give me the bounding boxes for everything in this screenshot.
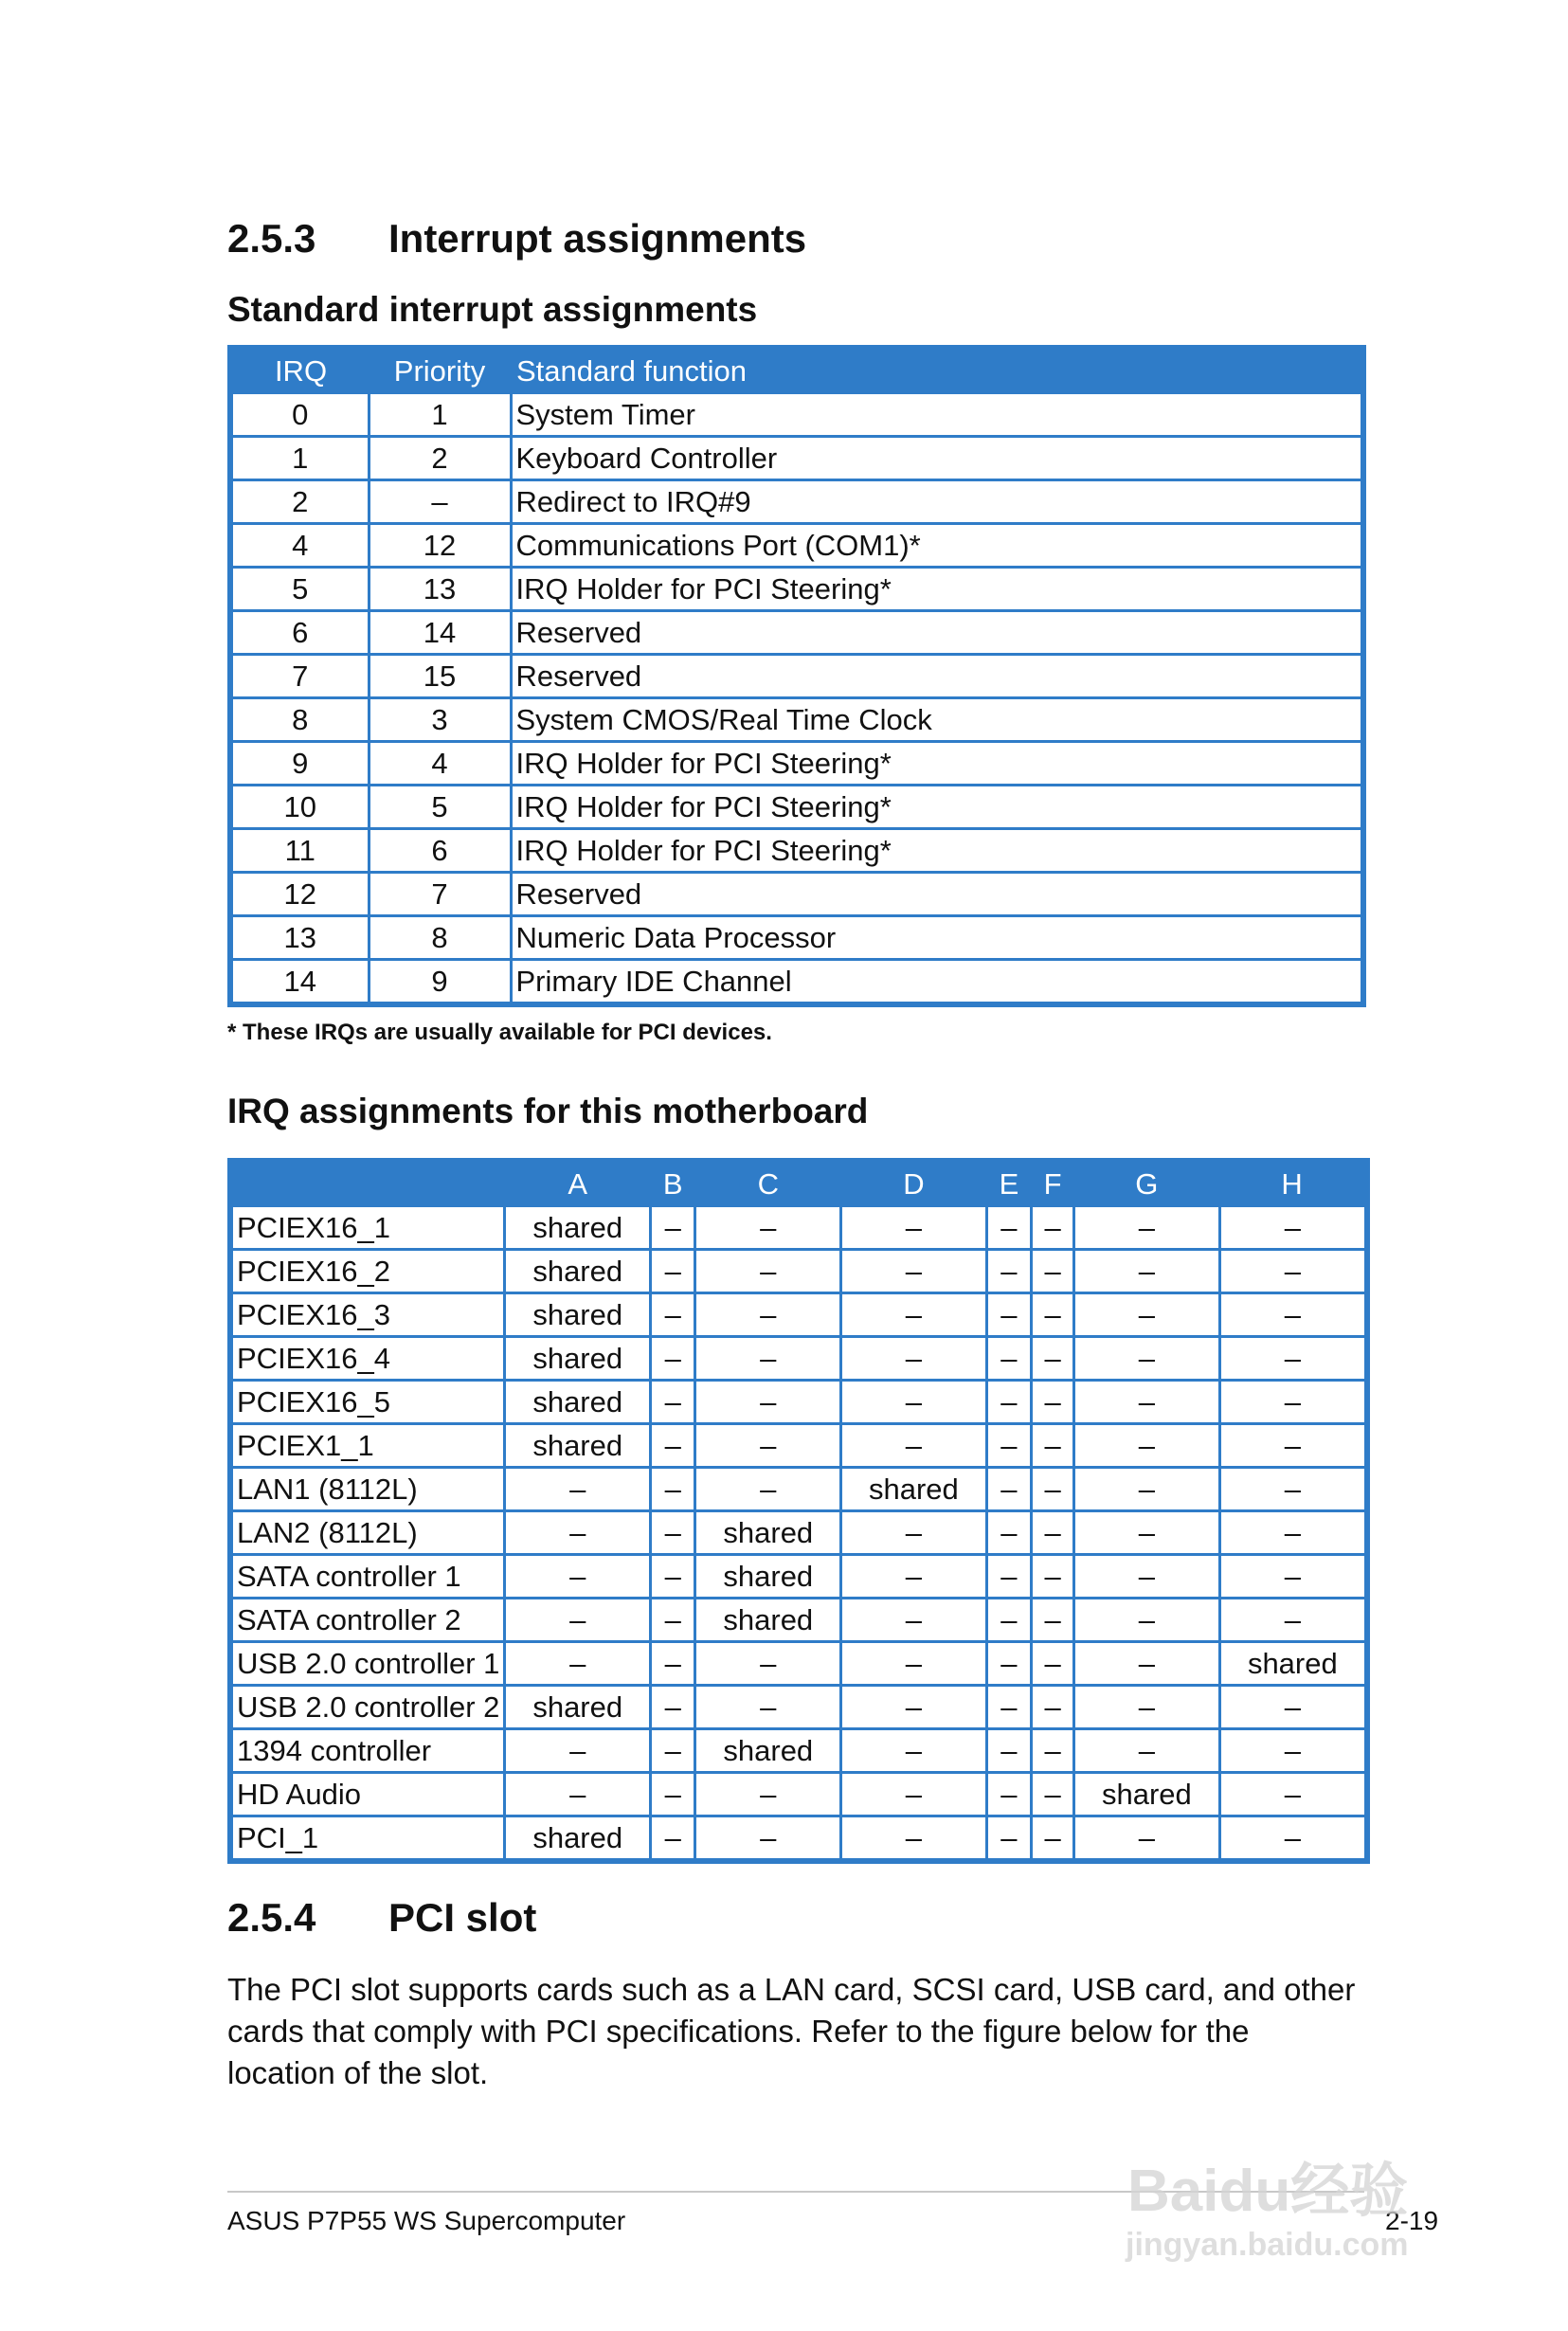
table-row	[230, 873, 1363, 916]
table-cell: shared	[695, 1511, 841, 1555]
table-cell: –	[841, 1642, 987, 1686]
table-cell: shared	[505, 1250, 651, 1293]
column-header: E	[986, 1161, 1031, 1206]
table-row	[230, 1599, 1367, 1642]
column-header: B	[651, 1161, 695, 1206]
table-cell: Keyboard Controller	[511, 437, 1363, 480]
table-row	[230, 1293, 1367, 1337]
row-label: 1394 controller	[230, 1729, 505, 1773]
table-cell: Reserved	[511, 611, 1363, 655]
table-cell: –	[841, 1381, 987, 1424]
table-cell: –	[1219, 1424, 1367, 1468]
table-cell: –	[695, 1773, 841, 1816]
table-cell: 10	[230, 786, 369, 829]
table-cell: –	[1032, 1424, 1074, 1468]
table-cell: –	[695, 1424, 841, 1468]
table-cell: –	[651, 1511, 695, 1555]
table-cell: –	[986, 1642, 1031, 1686]
table-cell: –	[841, 1816, 987, 1862]
table-cell: –	[1219, 1599, 1367, 1642]
table-cell: –	[986, 1511, 1031, 1555]
row-label: USB 2.0 controller 2	[230, 1686, 505, 1729]
table-cell: 13	[230, 916, 369, 960]
table-cell: shared	[505, 1816, 651, 1862]
table-cell: shared	[505, 1337, 651, 1381]
table-cell: –	[1032, 1686, 1074, 1729]
table-cell: –	[1032, 1381, 1074, 1424]
table-cell: shared	[505, 1424, 651, 1468]
table-cell: –	[986, 1424, 1031, 1468]
table-row	[230, 611, 1363, 655]
table-cell: System CMOS/Real Time Clock	[511, 698, 1363, 742]
table-cell: –	[651, 1816, 695, 1862]
table-row	[230, 1686, 1367, 1729]
table-cell: 8	[369, 916, 511, 960]
table-cell: 7	[230, 655, 369, 698]
table-cell: –	[986, 1816, 1031, 1862]
table-cell: –	[841, 1773, 987, 1816]
row-label: USB 2.0 controller 1	[230, 1642, 505, 1686]
row-label: HD Audio	[230, 1773, 505, 1816]
table-cell: –	[986, 1686, 1031, 1729]
table-cell: –	[505, 1729, 651, 1773]
table-cell: –	[1219, 1293, 1367, 1337]
table-cell: –	[1032, 1250, 1074, 1293]
table-cell: –	[841, 1293, 987, 1337]
column-header: D	[841, 1161, 987, 1206]
row-label: SATA controller 1	[230, 1555, 505, 1599]
column-header: A	[505, 1161, 651, 1206]
table-cell: 12	[230, 873, 369, 916]
table-cell: –	[651, 1642, 695, 1686]
table-cell: –	[841, 1250, 987, 1293]
table-cell: –	[651, 1206, 695, 1250]
row-label: PCI_1	[230, 1816, 505, 1862]
table-cell: System Timer	[511, 393, 1363, 437]
table-cell: –	[841, 1555, 987, 1599]
footer-page-number: 2-19	[1385, 2206, 1439, 2235]
row-label: PCIEX16_1	[230, 1206, 505, 1250]
table-cell: –	[505, 1773, 651, 1816]
table-cell: –	[1074, 1816, 1220, 1862]
table-row	[230, 1511, 1367, 1555]
table-cell: –	[1219, 1206, 1367, 1250]
section-253-number: 2.5.3	[227, 216, 316, 261]
table-cell: shared	[505, 1206, 651, 1250]
table-row	[230, 1424, 1367, 1468]
table-cell: –	[986, 1206, 1031, 1250]
table-cell: 14	[230, 960, 369, 1005]
section-253-heading	[227, 216, 806, 262]
table-cell: –	[841, 1729, 987, 1773]
row-label: LAN2 (8112L)	[230, 1511, 505, 1555]
table-cell: –	[1032, 1337, 1074, 1381]
section-254-number: 2.5.4	[227, 1895, 316, 1940]
table-cell: –	[1032, 1555, 1074, 1599]
table-cell: –	[986, 1773, 1031, 1816]
watermark-brand: Baidu经验	[1127, 2159, 1409, 2224]
table-cell: Communications Port (COM1)*	[511, 524, 1363, 568]
column-header: F	[1032, 1161, 1074, 1206]
table-cell: –	[1032, 1642, 1074, 1686]
table-cell: Numeric Data Processor	[511, 916, 1363, 960]
column-header: C	[695, 1161, 841, 1206]
row-label: LAN1 (8112L)	[230, 1468, 505, 1511]
table-cell: –	[1074, 1424, 1220, 1468]
table-cell: 3	[369, 698, 511, 742]
table-cell: shared	[505, 1381, 651, 1424]
table-footnote: * These IRQs are usually available for PCI devices.	[227, 1020, 772, 1045]
table-cell: –	[841, 1337, 987, 1381]
table-cell: shared	[841, 1468, 987, 1511]
table-cell: –	[1074, 1686, 1220, 1729]
table-cell: –	[986, 1729, 1031, 1773]
table-cell: 1	[369, 393, 511, 437]
table-cell: –	[1074, 1337, 1220, 1381]
table-cell: 8	[230, 698, 369, 742]
table-cell: –	[505, 1511, 651, 1555]
column-header: H	[1219, 1161, 1367, 1206]
table-cell: 5	[369, 786, 511, 829]
table-cell: 5	[230, 568, 369, 611]
table-cell: –	[1219, 1337, 1367, 1381]
table-row	[230, 655, 1363, 698]
table-cell: shared	[695, 1599, 841, 1642]
table-cell: 2	[369, 437, 511, 480]
table-cell: –	[841, 1599, 987, 1642]
motherboard-heading: IRQ assignments for this motherboard	[227, 1092, 869, 1130]
table-cell: –	[1074, 1511, 1220, 1555]
table-cell: shared	[505, 1293, 651, 1337]
column-header: Standard function	[511, 348, 1363, 393]
table-cell: –	[1032, 1293, 1074, 1337]
table-row	[230, 1206, 1367, 1250]
table-cell: 15	[369, 655, 511, 698]
table-cell: –	[986, 1337, 1031, 1381]
table-cell: –	[695, 1206, 841, 1250]
table-row	[230, 1337, 1367, 1381]
table-cell: –	[695, 1250, 841, 1293]
table-header-row	[230, 348, 1363, 393]
table-cell: –	[1219, 1250, 1367, 1293]
table-cell: –	[1074, 1293, 1220, 1337]
table-cell: –	[695, 1642, 841, 1686]
table-cell: IRQ Holder for PCI Steering*	[511, 829, 1363, 873]
row-label: PCIEX16_5	[230, 1381, 505, 1424]
table-cell: –	[1074, 1250, 1220, 1293]
table-cell: –	[1032, 1599, 1074, 1642]
table-cell: Primary IDE Channel	[511, 960, 1363, 1005]
table-row	[230, 742, 1363, 786]
table-header-row	[230, 1161, 1367, 1206]
table-cell: –	[986, 1468, 1031, 1511]
table-cell: –	[505, 1555, 651, 1599]
table-row	[230, 1642, 1367, 1686]
table-cell: IRQ Holder for PCI Steering*	[511, 786, 1363, 829]
table-cell: 6	[369, 829, 511, 873]
table-cell: Reserved	[511, 873, 1363, 916]
table-row	[230, 1729, 1367, 1773]
table-cell: –	[1219, 1773, 1367, 1816]
table-cell: –	[695, 1293, 841, 1337]
table-cell: 0	[230, 393, 369, 437]
table-cell: –	[986, 1293, 1031, 1337]
table-cell: –	[841, 1424, 987, 1468]
table-cell: shared	[695, 1729, 841, 1773]
row-label: PCIEX16_4	[230, 1337, 505, 1381]
table-cell: –	[1219, 1381, 1367, 1424]
table-cell: –	[986, 1555, 1031, 1599]
table-cell: –	[695, 1816, 841, 1862]
table-cell: 13	[369, 568, 511, 611]
table-cell: –	[651, 1250, 695, 1293]
table-row	[230, 786, 1363, 829]
column-header	[230, 1161, 505, 1206]
pci-slot-paragraph: The PCI slot supports cards such as a LAN card, SCSI card, USB card, and other cards that comply with PCI specifications. Refer to the figure below for the location of the slot.	[227, 1972, 1356, 2090]
table-cell: 11	[230, 829, 369, 873]
table-cell: –	[651, 1686, 695, 1729]
table-cell: –	[695, 1337, 841, 1381]
table-cell: –	[841, 1206, 987, 1250]
table-cell: –	[651, 1424, 695, 1468]
table-row	[230, 829, 1363, 873]
table-row	[230, 698, 1363, 742]
row-label: PCIEX1_1	[230, 1424, 505, 1468]
table-cell: –	[1074, 1642, 1220, 1686]
table-cell: –	[1074, 1381, 1220, 1424]
table-row	[230, 960, 1363, 1005]
table-cell: –	[1219, 1511, 1367, 1555]
table-cell: –	[1032, 1511, 1074, 1555]
table-cell: –	[651, 1599, 695, 1642]
row-label: PCIEX16_2	[230, 1250, 505, 1293]
table-row	[230, 437, 1363, 480]
table-cell: –	[695, 1468, 841, 1511]
table-cell: –	[986, 1599, 1031, 1642]
table-cell: –	[695, 1381, 841, 1424]
table-cell: 6	[230, 611, 369, 655]
table-cell: shared	[1074, 1773, 1220, 1816]
table-cell: –	[369, 480, 511, 524]
table-cell: –	[986, 1381, 1031, 1424]
table-cell: 2	[230, 480, 369, 524]
table-cell: –	[651, 1773, 695, 1816]
column-header: Priority	[369, 348, 511, 393]
table-cell: –	[651, 1293, 695, 1337]
table-cell: Redirect to IRQ#9	[511, 480, 1363, 524]
table-cell: IRQ Holder for PCI Steering*	[511, 568, 1363, 611]
row-label: PCIEX16_3	[230, 1293, 505, 1337]
table-cell: shared	[505, 1686, 651, 1729]
table-cell: 1	[230, 437, 369, 480]
table-cell: –	[1032, 1468, 1074, 1511]
table-cell: –	[1219, 1468, 1367, 1511]
table-row	[230, 1816, 1367, 1862]
table-row	[230, 524, 1363, 568]
section-254-heading	[227, 1895, 536, 1941]
table-cell: –	[986, 1250, 1031, 1293]
table-row	[230, 1555, 1367, 1599]
section-253-title: Interrupt assignments	[388, 216, 807, 261]
table-cell: 4	[230, 524, 369, 568]
table-cell: IRQ Holder for PCI Steering*	[511, 742, 1363, 786]
table-cell: –	[651, 1729, 695, 1773]
table-cell: –	[841, 1511, 987, 1555]
section-254-title: PCI slot	[388, 1895, 537, 1940]
table-cell: –	[1032, 1816, 1074, 1862]
motherboard-irq-table	[227, 1158, 1370, 1864]
watermark-url: jingyan.baidu.com	[1126, 2227, 1409, 2263]
table-cell: –	[1032, 1773, 1074, 1816]
table-cell: Reserved	[511, 655, 1363, 698]
table-cell: 12	[369, 524, 511, 568]
table-cell: –	[1074, 1468, 1220, 1511]
table-cell: –	[651, 1337, 695, 1381]
table-cell: 14	[369, 611, 511, 655]
table-cell: 7	[369, 873, 511, 916]
table-cell: shared	[1219, 1642, 1367, 1686]
table-cell: –	[505, 1599, 651, 1642]
table-cell: –	[505, 1468, 651, 1511]
column-header: G	[1074, 1161, 1220, 1206]
footer-left: ASUS P7P55 WS Supercomputer	[227, 2206, 626, 2235]
table-row	[230, 1773, 1367, 1816]
table-cell: –	[1074, 1555, 1220, 1599]
table-row	[230, 393, 1363, 437]
table-row	[230, 480, 1363, 524]
table-cell: –	[1219, 1816, 1367, 1862]
table-row	[230, 916, 1363, 960]
table-cell: –	[1074, 1599, 1220, 1642]
table-cell: –	[1219, 1686, 1367, 1729]
table-cell: 9	[369, 960, 511, 1005]
row-label: SATA controller 2	[230, 1599, 505, 1642]
table-row	[230, 1250, 1367, 1293]
standard-interrupt-table	[227, 345, 1366, 1007]
column-header: IRQ	[230, 348, 369, 393]
table-cell: –	[695, 1686, 841, 1729]
table-cell: –	[1074, 1729, 1220, 1773]
standard-heading: Standard interrupt assignments	[227, 290, 758, 329]
table-row	[230, 1468, 1367, 1511]
table-cell: –	[651, 1381, 695, 1424]
table-cell: shared	[695, 1555, 841, 1599]
table-cell: –	[651, 1555, 695, 1599]
table-row	[230, 1381, 1367, 1424]
table-cell: –	[651, 1468, 695, 1511]
table-cell: 9	[230, 742, 369, 786]
table-cell: –	[505, 1642, 651, 1686]
table-cell: 4	[369, 742, 511, 786]
table-cell: –	[1074, 1206, 1220, 1250]
table-cell: –	[1032, 1206, 1074, 1250]
table-cell: –	[1032, 1729, 1074, 1773]
table-cell: –	[841, 1686, 987, 1729]
table-row	[230, 568, 1363, 611]
table-cell: –	[1219, 1729, 1367, 1773]
table-cell: –	[1219, 1555, 1367, 1599]
